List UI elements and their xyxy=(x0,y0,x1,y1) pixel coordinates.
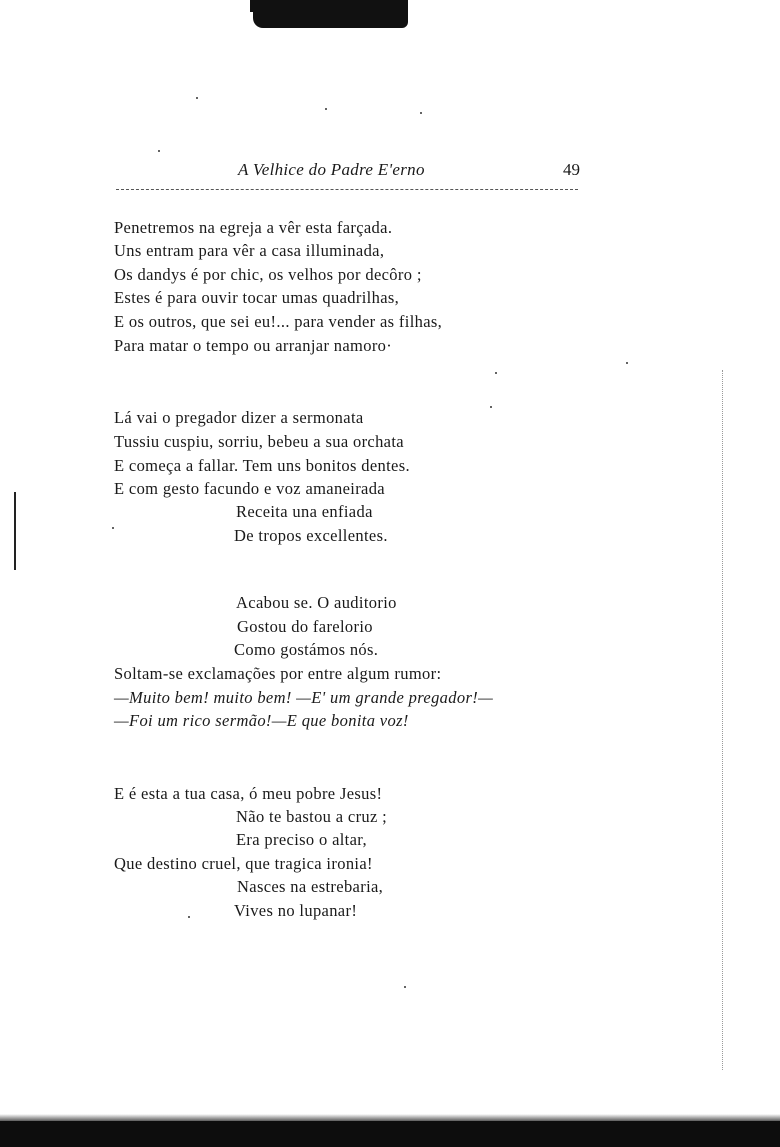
poem-line-indented: Gostou do farelorio xyxy=(237,617,373,636)
poem-line: Soltam-se exclamações por entre algum rumor: xyxy=(114,664,442,683)
poem-line-indented: Como gostámos nós. xyxy=(234,640,379,659)
poem-line: E é esta a tua casa, ó meu pobre Jesus! xyxy=(114,784,383,803)
poem-line: Penetremos na egreja a vêr esta farçada. xyxy=(114,218,393,237)
scan-speck xyxy=(404,986,406,988)
poem-line: Os dandys é por chic, os velhos por decôro ; xyxy=(114,265,422,284)
scan-ink-blot-edge xyxy=(250,0,275,12)
poem-line: Que destino cruel, que tragica ironia! xyxy=(114,854,373,873)
scan-speck xyxy=(495,372,497,374)
scan-bottom-border xyxy=(0,1121,780,1147)
scan-margin-mark xyxy=(14,492,16,570)
poem-line-indented: Era preciso o altar, xyxy=(236,830,367,849)
poem-line-indented: Não te bastou a cruz ; xyxy=(236,807,388,826)
running-title: A Velhice do Padre E'erno xyxy=(238,160,425,179)
scan-speck xyxy=(112,527,114,529)
header-rule xyxy=(116,189,578,190)
scan-speck xyxy=(196,97,198,99)
scan-speck xyxy=(626,362,628,364)
poem-line-indented: De tropos excellentes. xyxy=(234,526,388,545)
poem-line: Tussiu cuspiu, sorriu, bebeu a sua orchata xyxy=(114,432,404,451)
poem-line: E começa a fallar. Tem uns bonitos dentes. xyxy=(114,456,410,475)
poem-line: E com gesto facundo e voz amaneirada xyxy=(114,479,385,498)
poem-line: Para matar o tempo ou arranjar namoro· xyxy=(114,336,393,355)
scan-speck xyxy=(325,108,327,110)
poem-line: E os outros, que sei eu!... para vender as filhas, xyxy=(114,312,443,331)
poem-line-indented: Acabou se. O auditorio xyxy=(236,593,397,612)
scan-speck xyxy=(490,406,492,408)
scan-speck xyxy=(188,916,190,918)
poem-line: Estes é para ouvir tocar umas quadrilhas, xyxy=(114,288,400,307)
poem-line: Lá vai o pregador dizer a sermonata xyxy=(114,408,364,427)
scan-speck xyxy=(420,112,422,114)
page-number: 49 xyxy=(563,160,580,179)
scan-ink-blot xyxy=(253,0,408,28)
scan-speck xyxy=(158,150,160,152)
poem-line-italic: —Foi um rico sermão!—E que bonita voz! xyxy=(114,711,409,730)
poem-line-indented: Vives no lupanar! xyxy=(234,901,358,920)
scan-noise-line xyxy=(722,370,723,1070)
poem-line: Uns entram para vêr a casa illuminada, xyxy=(114,241,385,260)
poem-line-indented: Nasces na estrebaria, xyxy=(237,877,384,896)
poem-line-indented: Receita una enfiada xyxy=(236,502,373,521)
poem-line-italic: —Muito bem! muito bem! —E' um grande pregador!— xyxy=(114,688,494,707)
